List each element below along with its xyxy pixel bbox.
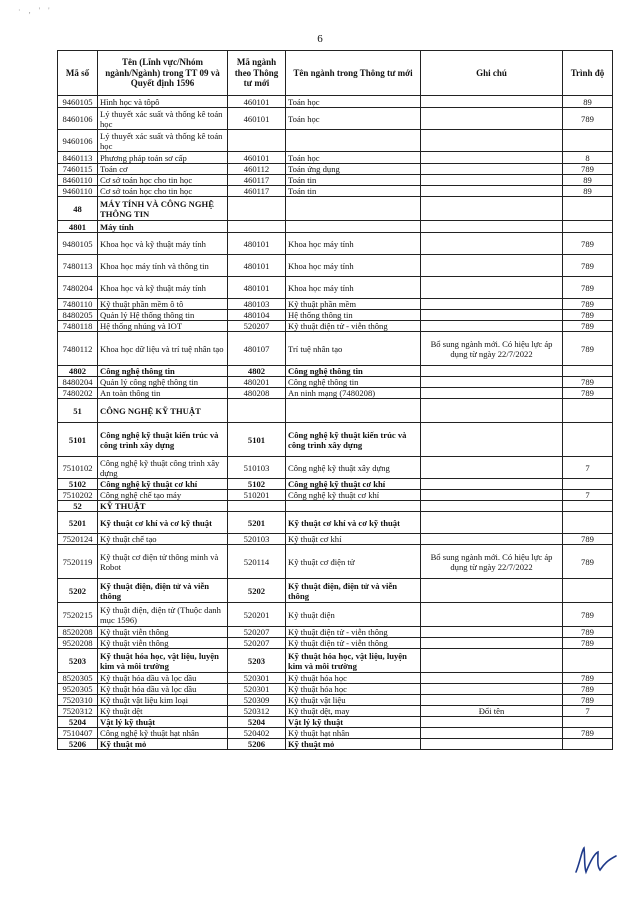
cell-ma-moi <box>228 501 286 512</box>
table-row <box>58 388 613 399</box>
table-row <box>58 501 613 512</box>
cell-ten-moi: Toán học <box>286 152 421 164</box>
cell-ghi-chu <box>421 96 563 108</box>
cell-ma-so: 7520215 <box>58 603 98 627</box>
cell-ma-so: 7480204 <box>58 277 98 299</box>
cell-ma-moi: 480101 <box>228 233 286 255</box>
cell-ma-so: 8460110 <box>58 175 98 186</box>
cell-ma-so: 8480204 <box>58 377 98 388</box>
cell-trinh-do: 89 <box>563 175 613 186</box>
cell-ten-moi: Kỹ thuật mỏ <box>286 739 421 750</box>
cell-ten-cu: Lý thuyết xác suất và thống kê toán học <box>98 108 228 130</box>
cell-ma-so: 8520305 <box>58 673 98 684</box>
cell-ma-so: 4801 <box>58 221 98 233</box>
cell-ma-moi: 5201 <box>228 512 286 534</box>
cell-ghi-chu <box>421 649 563 673</box>
cell-ghi-chu: Bổ sung ngành mới. Có hiệu lực áp dụng từ ngày 22/7/2022 <box>421 332 563 366</box>
table-row <box>58 255 613 277</box>
cell-ma-so: 9460105 <box>58 96 98 108</box>
cell-ten-cu: Công nghệ chế tạo máy <box>98 490 228 501</box>
cell-ma-so: 8520208 <box>58 627 98 638</box>
cell-ma-moi: 520201 <box>228 603 286 627</box>
cell-ten-moi: Kỹ thuật điện tử - viễn thông <box>286 638 421 649</box>
cell-ghi-chu <box>421 603 563 627</box>
cell-ten-cu: Hệ thống nhúng và IOT <box>98 321 228 332</box>
cell-trinh-do <box>563 739 613 750</box>
cell-ten-moi: Toán tin <box>286 186 421 197</box>
cell-ghi-chu <box>421 310 563 321</box>
cell-ten-moi: Kỹ thuật hạt nhân <box>286 728 421 739</box>
cell-ma-moi: 480103 <box>228 299 286 310</box>
cell-ghi-chu <box>421 130 563 152</box>
cell-ghi-chu <box>421 175 563 186</box>
cell-ten-cu: Hình học và tôpô <box>98 96 228 108</box>
cell-ten-moi: Công nghệ thông tin <box>286 377 421 388</box>
cell-ten-moi <box>286 197 421 221</box>
cell-ma-moi: 520114 <box>228 545 286 579</box>
table-row <box>58 277 613 299</box>
cell-ma-moi: 520309 <box>228 695 286 706</box>
cell-ma-moi: 520103 <box>228 534 286 545</box>
table-row <box>58 638 613 649</box>
cell-ten-cu: Công nghệ kỹ thuật kiến trúc và công trình xây dựng <box>98 423 228 457</box>
cell-ma-so: 48 <box>58 197 98 221</box>
table-row <box>58 579 613 603</box>
cell-ma-moi: 520301 <box>228 673 286 684</box>
cell-ten-cu: Khoa học máy tính và thông tin <box>98 255 228 277</box>
cell-trinh-do <box>563 717 613 728</box>
cell-ma-so: 9480105 <box>58 233 98 255</box>
cell-ghi-chu <box>421 423 563 457</box>
cell-ma-so: 4802 <box>58 366 98 377</box>
cell-ten-moi <box>286 221 421 233</box>
cell-ten-moi: Hệ thống thông tin <box>286 310 421 321</box>
cell-ma-moi: 4802 <box>228 366 286 377</box>
col-header-trinh-do: Trình độ <box>563 51 613 96</box>
cell-ten-moi: Khoa học máy tính <box>286 255 421 277</box>
cell-trinh-do <box>563 479 613 490</box>
cell-trinh-do: 789 <box>563 695 613 706</box>
cell-ma-moi <box>228 221 286 233</box>
cell-ten-moi: Kỹ thuật cơ điện tử <box>286 545 421 579</box>
cell-ma-so: 7510102 <box>58 457 98 479</box>
cell-ma-so: 5102 <box>58 479 98 490</box>
cell-ma-so: 7520119 <box>58 545 98 579</box>
cell-ma-so: 7520310 <box>58 695 98 706</box>
cell-ten-cu: KỸ THUẬT <box>98 501 228 512</box>
table-row <box>58 310 613 321</box>
cell-ghi-chu <box>421 197 563 221</box>
cell-ma-moi: 520312 <box>228 706 286 717</box>
cell-trinh-do <box>563 130 613 152</box>
cell-ma-so: 5206 <box>58 739 98 750</box>
cell-ma-moi: 5203 <box>228 649 286 673</box>
cell-ghi-chu: Bổ sung ngành mới. Có hiệu lực áp dụng từ ngày 22/7/2022 <box>421 545 563 579</box>
cell-ghi-chu <box>421 579 563 603</box>
cell-trinh-do <box>563 399 613 423</box>
cell-trinh-do: 789 <box>563 108 613 130</box>
cell-ghi-chu <box>421 186 563 197</box>
table-row <box>58 197 613 221</box>
cell-ten-moi: Kỹ thuật hóa học <box>286 684 421 695</box>
cell-ma-moi: 480208 <box>228 388 286 399</box>
cell-ma-so: 7480112 <box>58 332 98 366</box>
cell-trinh-do: 789 <box>563 388 613 399</box>
cell-ten-moi: Kỹ thuật hóa học <box>286 673 421 684</box>
col-header-ten-moi: Tên ngành trong Thông tư mới <box>286 51 421 96</box>
cell-ten-cu: Kỹ thuật hóa học, vật liệu, luyện kim và môi trường <box>98 649 228 673</box>
col-header-ma-moi: Mã ngành theo Thông tư mới <box>228 51 286 96</box>
table-row <box>58 130 613 152</box>
cell-trinh-do <box>563 512 613 534</box>
cell-ten-moi <box>286 501 421 512</box>
cell-ma-moi <box>228 399 286 423</box>
cell-ten-cu: Phương pháp toán sơ cấp <box>98 152 228 164</box>
cell-ten-cu: Kỹ thuật điện, điện tử (Thuộc danh mục 1596) <box>98 603 228 627</box>
cell-ma-so: 7460115 <box>58 164 98 175</box>
cell-ten-cu: Công nghệ kỹ thuật công trình xây dựng <box>98 457 228 479</box>
cell-ma-moi: 460112 <box>228 164 286 175</box>
cell-ten-cu: Kỹ thuật phần mềm ô tô <box>98 299 228 310</box>
cell-ten-cu: Kỹ thuật chế tạo <box>98 534 228 545</box>
cell-trinh-do: 8 <box>563 152 613 164</box>
table-row <box>58 717 613 728</box>
cell-ten-cu: Máy tính <box>98 221 228 233</box>
cell-ten-cu: Kỹ thuật mỏ <box>98 739 228 750</box>
cell-trinh-do: 789 <box>563 277 613 299</box>
table-row <box>58 706 613 717</box>
cell-ma-moi: 480107 <box>228 332 286 366</box>
cell-trinh-do <box>563 579 613 603</box>
cell-ten-moi: Công nghệ thông tin <box>286 366 421 377</box>
cell-trinh-do: 7 <box>563 706 613 717</box>
cell-ten-moi: Kỹ thuật điện <box>286 603 421 627</box>
cell-ten-moi: Kỹ thuật điện tử - viễn thông <box>286 627 421 638</box>
cell-ma-moi: 460101 <box>228 152 286 164</box>
cell-ghi-chu <box>421 399 563 423</box>
cell-ma-moi: 460101 <box>228 108 286 130</box>
table-row <box>58 728 613 739</box>
cell-ten-moi: Công nghệ kỹ thuật kiến trúc và công trình xây dựng <box>286 423 421 457</box>
cell-ten-moi: Toán học <box>286 96 421 108</box>
cell-ten-moi: Toán học <box>286 108 421 130</box>
table-row <box>58 299 613 310</box>
cell-trinh-do: 789 <box>563 638 613 649</box>
cell-ghi-chu: Đổi tên <box>421 706 563 717</box>
cell-ghi-chu <box>421 490 563 501</box>
table-row <box>58 175 613 186</box>
table-row <box>58 332 613 366</box>
table-row <box>58 627 613 638</box>
cell-ma-moi: 520207 <box>228 627 286 638</box>
table-row <box>58 673 613 684</box>
table-row <box>58 512 613 534</box>
cell-ghi-chu <box>421 221 563 233</box>
cell-ma-moi: 480101 <box>228 255 286 277</box>
cell-ghi-chu <box>421 673 563 684</box>
table-row <box>58 233 613 255</box>
cell-ma-moi: 510103 <box>228 457 286 479</box>
cell-ten-cu: Khoa học dữ liệu và trí tuệ nhân tạo <box>98 332 228 366</box>
cell-ma-so: 5202 <box>58 579 98 603</box>
cell-ten-moi: Kỹ thuật điện, điện tử và viễn thông <box>286 579 421 603</box>
table-row <box>58 221 613 233</box>
cell-ten-moi: Kỹ thuật hóa học, vật liệu, luyện kim và môi trường <box>286 649 421 673</box>
cell-ten-cu: Vật lý kỹ thuật <box>98 717 228 728</box>
cell-ten-cu: Kỹ thuật cơ khí và cơ kỹ thuật <box>98 512 228 534</box>
cell-ma-moi: 5101 <box>228 423 286 457</box>
cell-ma-moi: 520207 <box>228 321 286 332</box>
cell-ma-moi: 480104 <box>228 310 286 321</box>
cell-ma-moi: 5204 <box>228 717 286 728</box>
cell-ten-cu: Khoa học và kỹ thuật máy tính <box>98 233 228 255</box>
cell-ma-moi: 510201 <box>228 490 286 501</box>
cell-ten-moi: An ninh mạng (7480208) <box>286 388 421 399</box>
cell-ma-so: 7520312 <box>58 706 98 717</box>
cell-ten-cu: CÔNG NGHỆ KỸ THUẬT <box>98 399 228 423</box>
cell-ma-so: 52 <box>58 501 98 512</box>
cell-ghi-chu <box>421 108 563 130</box>
cell-ghi-chu <box>421 388 563 399</box>
table-row <box>58 603 613 627</box>
cell-ten-moi: Toán tin <box>286 175 421 186</box>
cell-trinh-do: 89 <box>563 186 613 197</box>
cell-ten-cu: Quản lý công nghệ thông tin <box>98 377 228 388</box>
cell-trinh-do <box>563 423 613 457</box>
cell-trinh-do: 789 <box>563 603 613 627</box>
cell-ghi-chu <box>421 501 563 512</box>
cell-ten-cu: Khoa học và kỹ thuật máy tính <box>98 277 228 299</box>
cell-trinh-do: 789 <box>563 545 613 579</box>
cell-trinh-do <box>563 501 613 512</box>
cell-ten-cu: Cơ sở toán học cho tin học <box>98 186 228 197</box>
cell-ma-so: 7510407 <box>58 728 98 739</box>
scan-specks: · , ' ' <box>18 6 53 15</box>
cell-ten-moi: Khoa học máy tính <box>286 233 421 255</box>
cell-trinh-do: 789 <box>563 684 613 695</box>
table-row <box>58 695 613 706</box>
cell-ten-cu: Kỹ thuật cơ điện tử thông minh và Robot <box>98 545 228 579</box>
cell-ghi-chu <box>421 233 563 255</box>
cell-ten-cu: Kỹ thuật viễn thông <box>98 627 228 638</box>
cell-trinh-do: 789 <box>563 332 613 366</box>
table-row <box>58 321 613 332</box>
cell-ghi-chu <box>421 299 563 310</box>
cell-ten-moi: Kỹ thuật cơ khí và cơ kỹ thuật <box>286 512 421 534</box>
col-header-ma-so: Mã số <box>58 51 98 96</box>
cell-ten-cu: Kỹ thuật dệt <box>98 706 228 717</box>
table-row <box>58 649 613 673</box>
cell-ten-cu: Kỹ thuật điện, điện tử và viễn thông <box>98 579 228 603</box>
cell-trinh-do: 789 <box>563 164 613 175</box>
cell-ma-moi: 520207 <box>228 638 286 649</box>
cell-ghi-chu <box>421 512 563 534</box>
table-row <box>58 423 613 457</box>
cell-ghi-chu <box>421 479 563 490</box>
cell-ten-cu: Kỹ thuật viễn thông <box>98 638 228 649</box>
cell-trinh-do: 789 <box>563 627 613 638</box>
cell-ten-moi: Trí tuệ nhân tạo <box>286 332 421 366</box>
cell-ma-moi: 460101 <box>228 96 286 108</box>
table-row <box>58 490 613 501</box>
cell-ghi-chu <box>421 717 563 728</box>
cell-trinh-do: 789 <box>563 534 613 545</box>
cell-trinh-do: 7 <box>563 490 613 501</box>
cell-ten-cu: Kỹ thuật hóa dầu và lọc dầu <box>98 684 228 695</box>
cell-ma-moi: 5206 <box>228 739 286 750</box>
cell-ghi-chu <box>421 255 563 277</box>
cell-ma-so: 5101 <box>58 423 98 457</box>
table-row <box>58 534 613 545</box>
cell-ma-so: 9460106 <box>58 130 98 152</box>
cell-ten-moi: Kỹ thuật phần mềm <box>286 299 421 310</box>
cell-ten-moi: Vật lý kỹ thuật <box>286 717 421 728</box>
cell-ma-so: 9520208 <box>58 638 98 649</box>
cell-ten-moi: Kỹ thuật dệt, may <box>286 706 421 717</box>
cell-ghi-chu <box>421 164 563 175</box>
cell-trinh-do: 789 <box>563 310 613 321</box>
cell-ma-moi: 520301 <box>228 684 286 695</box>
cell-ten-moi: Khoa học máy tính <box>286 277 421 299</box>
cell-ten-cu: Lý thuyết xác suất và thống kê toán học <box>98 130 228 152</box>
cell-ghi-chu <box>421 457 563 479</box>
table-row <box>58 366 613 377</box>
cell-ma-so: 51 <box>58 399 98 423</box>
table-row <box>58 545 613 579</box>
cell-ma-so: 5204 <box>58 717 98 728</box>
cell-ma-moi: 480101 <box>228 277 286 299</box>
cell-ten-moi <box>286 399 421 423</box>
cell-ghi-chu <box>421 684 563 695</box>
cell-ghi-chu <box>421 627 563 638</box>
table-row <box>58 739 613 750</box>
cell-ghi-chu <box>421 534 563 545</box>
cell-ma-so: 7480110 <box>58 299 98 310</box>
cell-ghi-chu <box>421 739 563 750</box>
table-row <box>58 684 613 695</box>
cell-ten-cu: Công nghệ kỹ thuật hạt nhân <box>98 728 228 739</box>
cell-ten-moi: Toán ứng dụng <box>286 164 421 175</box>
cell-ma-moi: 520402 <box>228 728 286 739</box>
cell-ghi-chu <box>421 695 563 706</box>
cell-ma-so: 7520124 <box>58 534 98 545</box>
cell-ten-moi: Công nghệ kỹ thuật xây dựng <box>286 457 421 479</box>
cell-ma-moi: 5102 <box>228 479 286 490</box>
cell-ghi-chu <box>421 638 563 649</box>
cell-ten-moi <box>286 130 421 152</box>
cell-ten-cu: Quản lý Hệ thống thông tin <box>98 310 228 321</box>
cell-trinh-do: 89 <box>563 96 613 108</box>
table-row <box>58 108 613 130</box>
cell-ghi-chu <box>421 152 563 164</box>
cell-trinh-do: 7 <box>563 457 613 479</box>
cell-ma-so: 7510202 <box>58 490 98 501</box>
cell-trinh-do <box>563 366 613 377</box>
cell-ghi-chu <box>421 377 563 388</box>
cell-ten-moi: Kỹ thuật cơ khí <box>286 534 421 545</box>
cell-ten-moi: Kỹ thuật vật liệu <box>286 695 421 706</box>
cell-ma-so: 8460113 <box>58 152 98 164</box>
table-row <box>58 377 613 388</box>
cell-ten-cu: Kỹ thuật vật liệu kim loại <box>98 695 228 706</box>
cell-trinh-do: 789 <box>563 673 613 684</box>
cell-ma-so: 8480205 <box>58 310 98 321</box>
cell-ma-so: 7480202 <box>58 388 98 399</box>
cell-ten-cu: Toán cơ <box>98 164 228 175</box>
cell-ten-cu: Cơ sở toán học cho tin học <box>98 175 228 186</box>
cell-ghi-chu <box>421 321 563 332</box>
cell-trinh-do: 789 <box>563 255 613 277</box>
cell-trinh-do: 789 <box>563 299 613 310</box>
cell-trinh-do: 789 <box>563 728 613 739</box>
cell-trinh-do <box>563 649 613 673</box>
col-header-ghi-chu: Ghi chú <box>421 51 563 96</box>
cell-ma-moi: 5202 <box>228 579 286 603</box>
table-row <box>58 152 613 164</box>
cell-ghi-chu <box>421 277 563 299</box>
cell-trinh-do: 789 <box>563 377 613 388</box>
cell-trinh-do <box>563 197 613 221</box>
table-row <box>58 186 613 197</box>
table-row <box>58 96 613 108</box>
cell-ma-so: 9460110 <box>58 186 98 197</box>
cell-ten-cu: Công nghệ kỹ thuật cơ khí <box>98 479 228 490</box>
table-row <box>58 399 613 423</box>
cell-ma-moi <box>228 130 286 152</box>
cell-ma-so: 5203 <box>58 649 98 673</box>
cell-ma-so: 7480113 <box>58 255 98 277</box>
cell-ten-moi: Công nghệ kỹ thuật cơ khí <box>286 490 421 501</box>
cell-ma-moi <box>228 197 286 221</box>
table-row <box>58 164 613 175</box>
cell-ten-cu: Kỹ thuật hóa dầu và lọc dầu <box>98 673 228 684</box>
table-row <box>58 457 613 479</box>
cell-ma-so: 7480118 <box>58 321 98 332</box>
cell-ghi-chu <box>421 728 563 739</box>
col-header-ten-cu: Tên (Lĩnh vực/Nhóm ngành/Ngành) trong TT 09 và Quyết định 1596 <box>98 51 228 96</box>
cell-ma-moi: 460117 <box>228 175 286 186</box>
major-mapping-table <box>57 50 613 750</box>
cell-ma-so: 5201 <box>58 512 98 534</box>
handwritten-signature <box>572 842 622 878</box>
page-number: 6 <box>317 33 323 45</box>
table-row <box>58 479 613 490</box>
cell-ten-cu: MÁY TÍNH VÀ CÔNG NGHỆ THÔNG TIN <box>98 197 228 221</box>
cell-ten-cu: Công nghệ thông tin <box>98 366 228 377</box>
cell-ma-moi: 460117 <box>228 186 286 197</box>
table-header-row <box>58 51 613 96</box>
cell-ten-moi: Công nghệ kỹ thuật cơ khí <box>286 479 421 490</box>
cell-trinh-do: 789 <box>563 233 613 255</box>
cell-ten-cu: An toàn thông tin <box>98 388 228 399</box>
cell-trinh-do: 789 <box>563 321 613 332</box>
cell-ma-so: 9520305 <box>58 684 98 695</box>
cell-trinh-do <box>563 221 613 233</box>
cell-ma-so: 8460106 <box>58 108 98 130</box>
cell-ma-moi: 480201 <box>228 377 286 388</box>
cell-ghi-chu <box>421 366 563 377</box>
cell-ten-moi: Kỹ thuật điện tử - viễn thông <box>286 321 421 332</box>
